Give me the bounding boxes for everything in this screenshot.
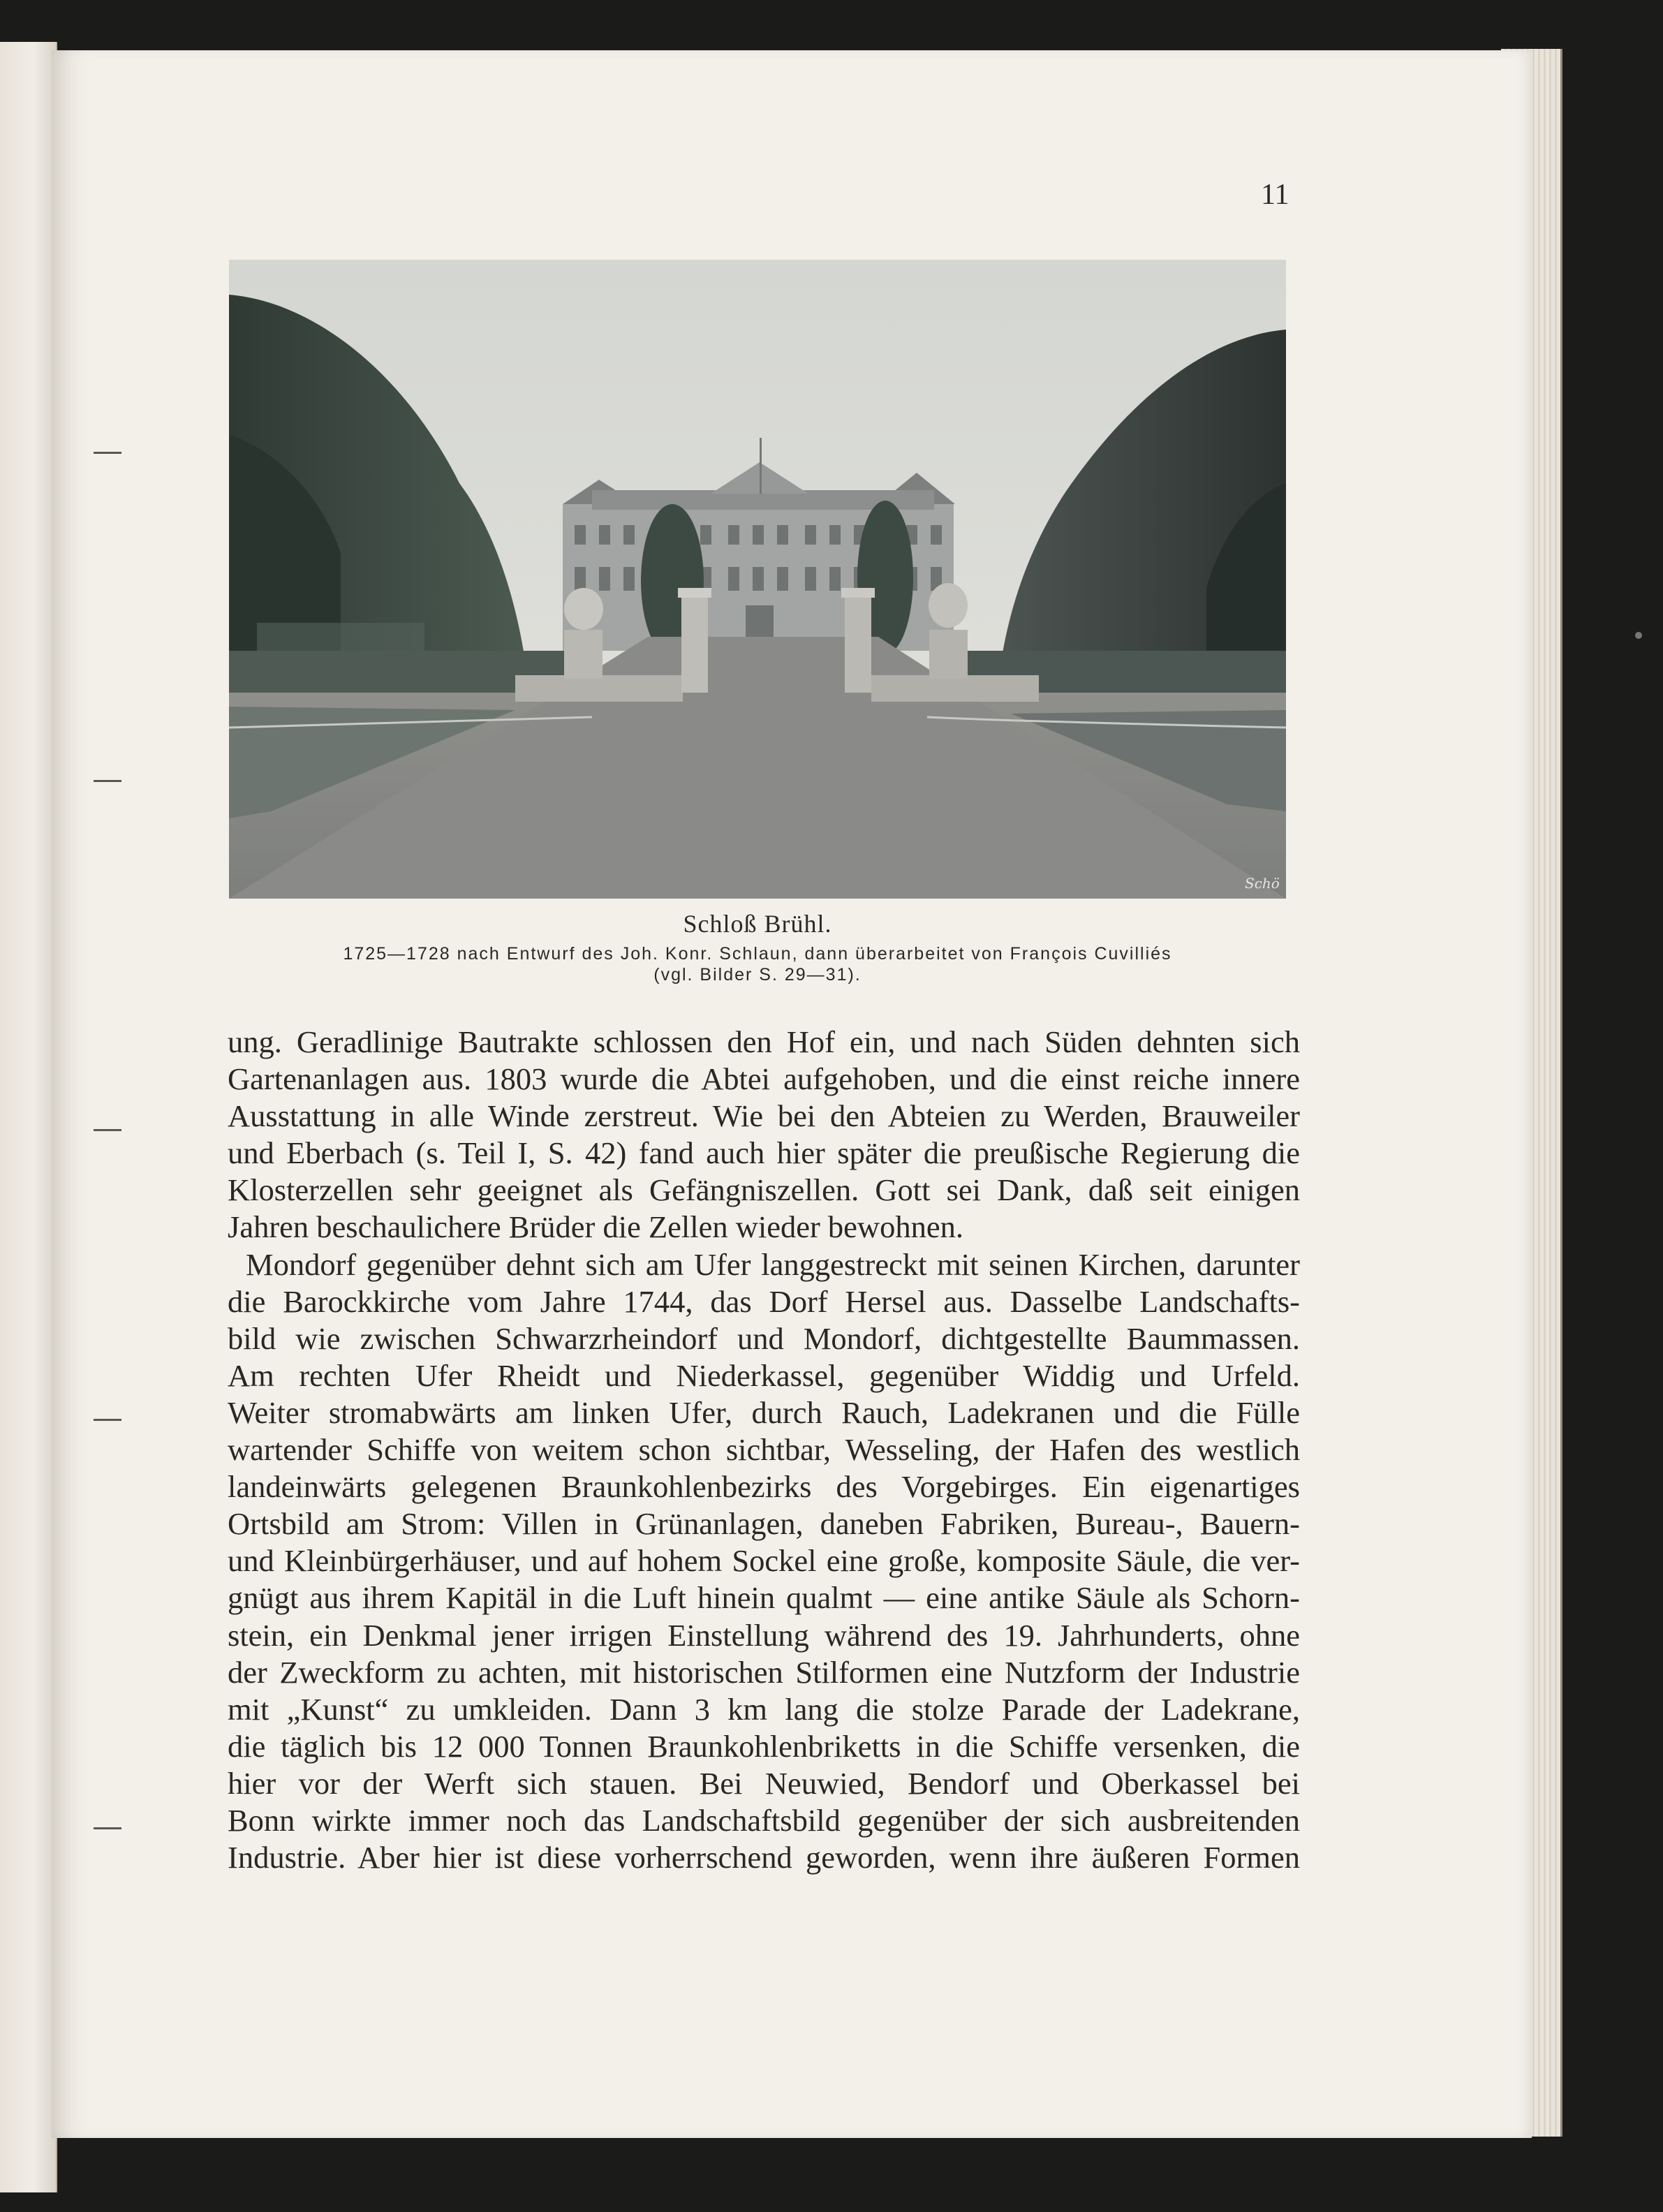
text-line: mit „Kunst“ zu umkleiden. Dann 3 km lang die stolze Parade der Ladekrane, bbox=[228, 1691, 1300, 1727]
figure-caption-line: (vgl. Bilder S. 29—31). bbox=[653, 965, 862, 985]
figure-caption-line: 1725—1728 nach Entwurf des Joh. Konr. Schlaun, dann überarbeitet von François Cuvilliés bbox=[343, 944, 1172, 964]
text-line: die Barockkirche vom Jahre 1744, das Dorf Hersel aus. Dasselbe Landschafts- bbox=[228, 1283, 1300, 1319]
text-line: Jahren beschaulichere Brüder die Zellen wieder bewohnen. bbox=[228, 1209, 963, 1245]
text-line: und Kleinbürgerhäuser, und auf hohem Sockel eine große, komposite Säule, die ver- bbox=[228, 1543, 1300, 1579]
page-number: 11 bbox=[1261, 179, 1289, 211]
text-line: bild wie zwischen Schwarzrheindorf und Mondorf, dichtgestellte Baummassen. bbox=[228, 1320, 1300, 1356]
text-line: wartender Schiffe von weitem schon sichtbar, Wesseling, der Hafen des westlich bbox=[228, 1432, 1300, 1468]
text-line: und Eberbach (s. Teil I, S. 42) fand auch hier später die preußische Regierung die bbox=[228, 1135, 1300, 1171]
binding-stitch bbox=[94, 1827, 121, 1829]
body-text bbox=[228, 1024, 1300, 1876]
text-line: Industrie. Aber hier ist diese vorherrschend geworden, wenn ihre äußeren Formen bbox=[228, 1840, 1300, 1875]
text-line: Klosterzellen sehr geeignet als Gefängniszellen. Gott sei Dank, daß seit einigen bbox=[228, 1172, 1300, 1208]
schloss-bruehl-photo bbox=[229, 260, 1286, 899]
text-line: Bonn wirkte immer noch das Landschaftsbild gegenüber der sich ausbreitenden bbox=[228, 1802, 1300, 1838]
scan-speck bbox=[1635, 632, 1642, 639]
text-line: Ausstattung in alle Winde zerstreut. Wie bei den Abteien zu Werden, Brauweiler bbox=[228, 1098, 1300, 1134]
text-line: gnügt aus ihrem Kapitäl in die Luft hinein qualmt — eine antike Säule als Schorn- bbox=[228, 1580, 1300, 1616]
text-line: die täglich bis 12 000 Tonnen Braunkohlenbriketts in die Schiffe versenken, die bbox=[228, 1728, 1300, 1764]
facing-page-edge bbox=[0, 42, 57, 2192]
text-line: hier vor der Werft sich stauen. Bei Neuwied, Bendorf und Oberkassel bei bbox=[228, 1765, 1300, 1801]
text-line: ung. Geradlinige Bautrakte schlossen den Hof ein, und nach Süden dehnten sich bbox=[228, 1024, 1300, 1059]
photographer-signature: Schö bbox=[1245, 875, 1280, 892]
binding-stitch bbox=[94, 1129, 121, 1131]
text-line: stein, ein Denkmal jener irrigen Einstellung während des 19. Jahrhunderts, ohne bbox=[228, 1617, 1300, 1653]
text-line: der Zweckform zu achten, mit historischen Stilformen eine Nutzform der Industrie bbox=[228, 1654, 1300, 1690]
figure-caption-title: Schloß Brühl. bbox=[683, 910, 832, 938]
text-line: Am rechten Ufer Rheidt und Niederkassel, gegenüber Widdig und Urfeld. bbox=[228, 1357, 1300, 1393]
text-line: Ortsbild am Strom: Villen in Grünanlagen, daneben Fabriken, Bureau-, Bauern- bbox=[228, 1506, 1300, 1542]
text-line: Weiter stromabwärts am linken Ufer, durch Rauch, Ladekranen und die Fülle bbox=[228, 1394, 1300, 1430]
text-line: landeinwärts gelegenen Braunkohlenbezirks des Vorgebirges. Ein eigenartiges bbox=[228, 1469, 1300, 1505]
binding-stitch bbox=[94, 780, 121, 782]
binding-stitch bbox=[94, 452, 121, 454]
text-line: Gartenanlagen aus. 1803 wurde die Abtei aufgehoben, und die einst reiche innere bbox=[228, 1061, 1300, 1097]
binding-stitch bbox=[94, 1419, 121, 1421]
text-line: Mondorf gegenüber dehnt sich am Ufer langgestreckt mit seinen Kirchen, darunter bbox=[246, 1246, 1300, 1282]
